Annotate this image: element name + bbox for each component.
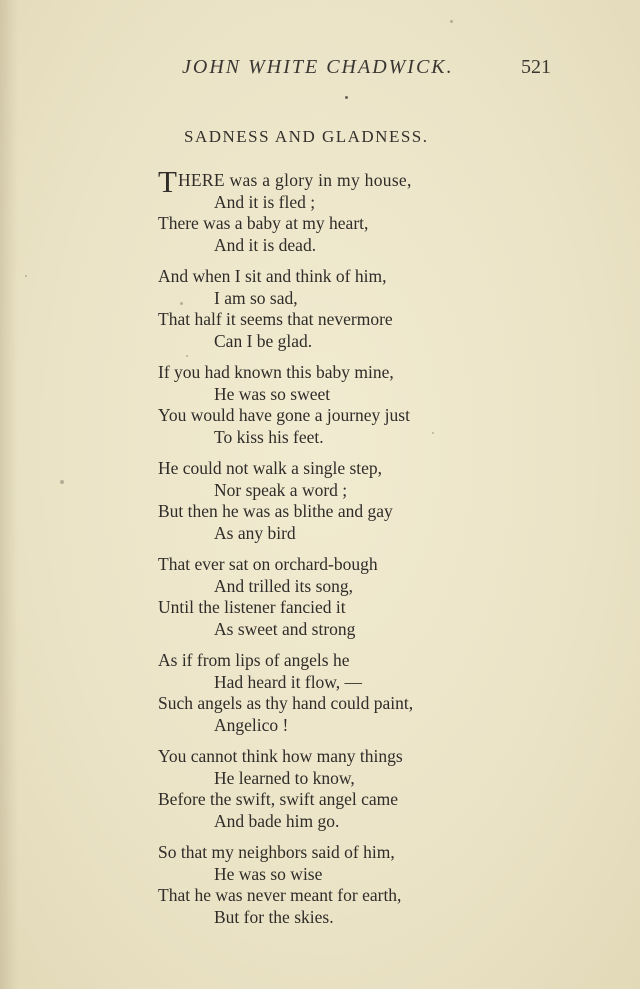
page-number: 521 (521, 56, 551, 78)
poem-line: But for the skies. (214, 906, 334, 927)
poem-line: I am so sad, (214, 287, 298, 308)
drop-cap: T (158, 164, 177, 199)
paper-speck (25, 275, 27, 277)
paper-speck (450, 20, 453, 23)
poem-line: He could not walk a single step, (158, 458, 383, 478)
stanza (158, 842, 413, 928)
poem-line: And when I sit and think of him, (158, 266, 387, 286)
poem-line: Can I be glad. (214, 330, 313, 351)
spine-shadow (0, 0, 18, 989)
stanza (158, 554, 413, 640)
poem-line: As any bird (214, 522, 296, 543)
stanza (158, 362, 413, 448)
poem-line: Before the swift, swift angel came (158, 789, 399, 809)
poem-line: Until the listener fancied it (158, 597, 346, 617)
stanza (158, 458, 413, 544)
poem-line: THERE was a glory in my house, (158, 164, 412, 199)
running-head: JOHN WHITE CHADWICK. (182, 56, 454, 78)
poem-line: That he was never meant for earth, (158, 885, 402, 905)
poem-line: Nor speak a word ; (214, 479, 348, 500)
poem-line: And it is fled ; (214, 191, 316, 212)
poem-line: But then he was as blithe and gay (158, 501, 393, 521)
poem-line: Such angels as thy hand could paint, (158, 693, 414, 713)
poem-line: There was a baby at my heart, (158, 213, 369, 233)
paper-speck (432, 432, 434, 434)
poem-line: As sweet and strong (214, 618, 356, 639)
poem-line: He learned to know, (214, 767, 355, 788)
poem-line: He was so sweet (214, 383, 331, 404)
poem-line: You cannot think how many things (158, 746, 403, 766)
poem-line: And trilled its song, (214, 575, 354, 596)
ornament-dot (345, 96, 348, 99)
poem-line: And it is dead. (214, 234, 317, 255)
stanza (158, 164, 413, 256)
poem-line: Angelico ! (214, 714, 289, 735)
stanza (158, 650, 413, 736)
poem-line: So that my neighbors said of him, (158, 842, 395, 862)
paper-speck (60, 480, 64, 484)
paper-speck (180, 302, 183, 305)
poem-line: To kiss his feet. (214, 426, 324, 447)
poem-line: And bade him go. (214, 810, 340, 831)
poem-line: You would have gone a journey just (158, 405, 410, 425)
poem-line: If you had known this baby mine, (158, 362, 394, 382)
stanza (158, 266, 413, 352)
stanza (158, 746, 413, 832)
poem-line: That half it seems that nevermore (158, 309, 393, 329)
paper-speck (186, 355, 188, 357)
poem-line: Had heard it flow, — (214, 671, 363, 692)
poem-body (158, 164, 414, 938)
poem-title: SADNESS AND GLADNESS. (184, 127, 429, 146)
poem-line: He was so wise (214, 863, 323, 884)
poem-line: That ever sat on orchard-bough (158, 554, 378, 574)
poem-line: As if from lips of angels he (158, 650, 350, 670)
